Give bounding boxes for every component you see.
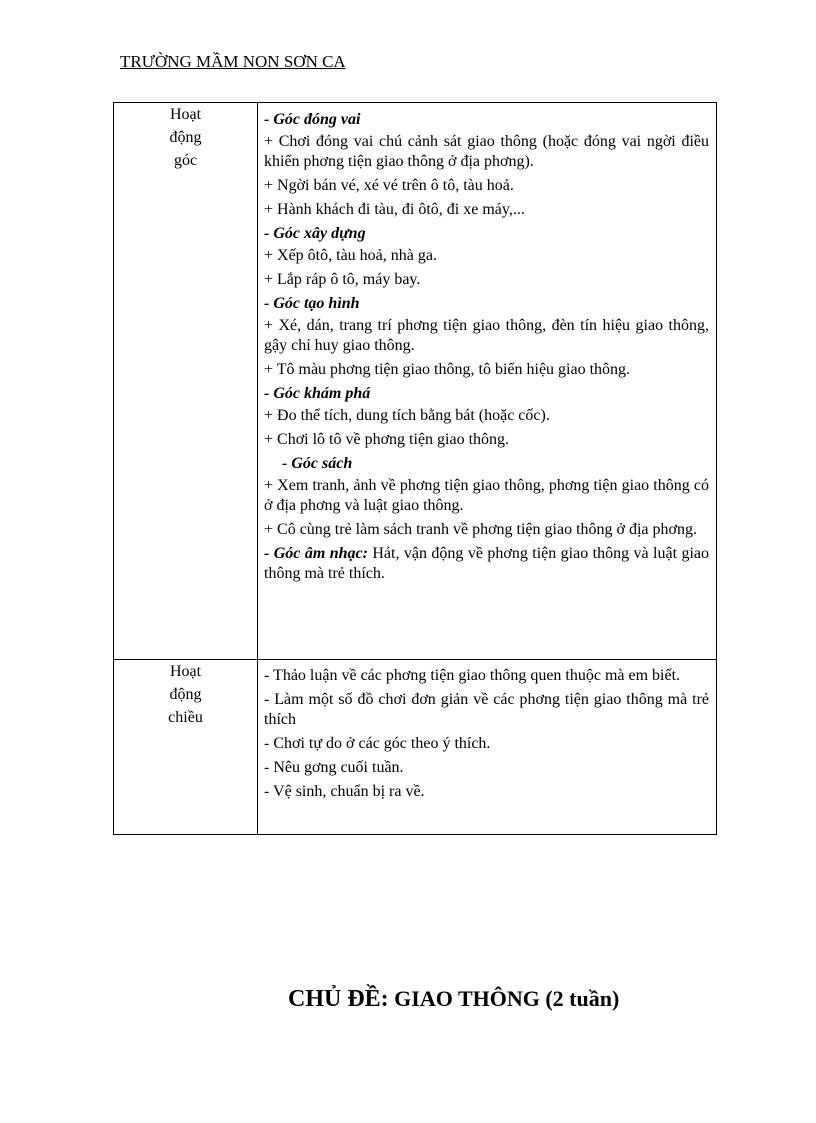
label-line: Hoạt [169, 106, 202, 123]
table-row [114, 103, 717, 660]
list-item: + Chơi đóng vai chú cảnh sát giao thông (hoặc đóng vai ngời điều khiển phơng tiện giao thông ở địa phơng). [264, 133, 709, 170]
list-item: - Nêu gơng cuối tuần. [264, 759, 404, 776]
label-line: Hoạt [169, 663, 202, 680]
section-title-art: - Góc tạo hình [264, 295, 360, 312]
label-line: chiều [168, 709, 203, 726]
row-label-afternoon-activities [114, 660, 258, 835]
row-label-corner-activities [114, 103, 258, 660]
music-text: Hát, vận động về phơng tiện giao thông và luật giao thông mà trẻ thích. [264, 545, 710, 582]
section-title-discovery: - Góc khám phá [264, 385, 371, 402]
list-item: - Làm một số đồ chơi đơn giản về các phơng tiện giao thông mà trẻ thích [264, 691, 709, 728]
activity-table [113, 102, 717, 835]
section-title-music: - Góc âm nhạc: [264, 545, 368, 562]
list-item: - Thảo luận về các phơng tiện giao thông quen thuộc mà em biết. [264, 667, 681, 684]
school-name: TRƯỜNG MẦM NON SƠN CA [120, 52, 346, 71]
list-item: + Lắp ráp ô tô, máy bay. [264, 271, 421, 288]
list-item: + Xé, dán, trang trí phơng tiện giao thông, đèn tín hiệu giao thông, gậy chỉ huy giao thông. [264, 317, 709, 354]
list-item: + Xếp ôtô, tàu hoả, nhà ga. [264, 247, 437, 264]
theme-title-main: GIAO THÔNG [394, 986, 540, 1011]
label-line: động [169, 129, 202, 146]
list-item: - Chơi tự do ở các góc theo ý thích. [264, 735, 491, 752]
section-title-role-play: - Góc đóng vai [264, 111, 361, 128]
section-title-books: - Góc sách [282, 455, 353, 472]
list-item: + Tô màu phơng tiện giao thông, tô biển hiệu giao thông. [264, 361, 631, 378]
list-item: - Vệ sinh, chuẩn bị ra về. [264, 783, 425, 800]
list-item: + Hành khách đi tàu, đi ôtô, đi xe máy,... [264, 201, 525, 218]
list-item: + Xem tranh, ảnh về phơng tiện giao thông, phơng tiện giao thông có ở địa phơng và luật giao thông. [264, 477, 709, 514]
theme-title-prefix: CHỦ ĐỀ: [288, 986, 389, 1012]
list-item: + Ngời bán vé, xé vé trên ô tô, tàu hoả. [264, 177, 514, 194]
label-line: động [169, 686, 202, 703]
theme-title-suffix: (2 tuần) [545, 986, 620, 1011]
list-item: + Cô cùng trẻ làm sách tranh về phơng tiện giao thông ở địa phơng. [264, 521, 697, 538]
theme-title [288, 986, 619, 1013]
section-music [264, 544, 709, 584]
afternoon-activities-content [258, 660, 717, 835]
list-item: + Chơi lô tô về phơng tiện giao thông. [264, 431, 510, 448]
table-row [114, 660, 717, 835]
corner-activities-content [258, 103, 717, 660]
label-line: góc [173, 152, 198, 169]
section-title-building: - Góc xây dựng [264, 225, 366, 242]
list-item: + Đo thể tích, dung tích bằng bát (hoặc cốc). [264, 407, 550, 424]
